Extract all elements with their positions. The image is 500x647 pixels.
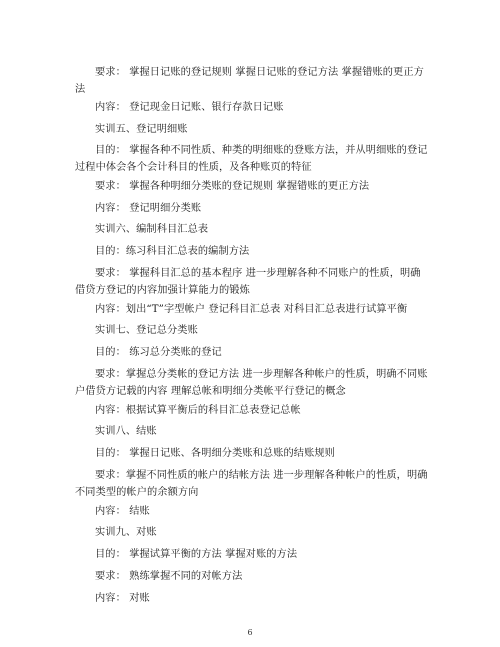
section-heading-6: 实训六、编制科目汇总表 <box>95 224 209 235</box>
paragraph-16: 要求： 熟练掌握不同的对帐方法 <box>95 571 243 582</box>
paragraph-2: 内容： 登记现金日记账、银行存款日记账 <box>95 102 284 113</box>
paragraph-3: 目的： 掌握各种不同性质、种类的明细账的登账方法，并从明细账的登记过程中体会各个会计科目的性质，及各种账页的特征 <box>75 145 428 173</box>
paragraph-13: 要求：掌握不同性质的帐户的结帐方法 进一步理解各种帐户的性质，明确不同类型的帐户的余额方向 <box>75 470 428 498</box>
paragraph-9: 目的： 练习总分类账的登记 <box>95 347 222 358</box>
paragraph-14: 内容： 结账 <box>95 506 150 517</box>
paragraph-4: 要求： 掌握各种明细分类账的登记规则 掌握错账的更正方法 <box>95 181 370 192</box>
paragraph-1: 要求： 掌握日记账的登记规则 掌握日记账的登记方法 掌握错账的更正方法 <box>75 67 424 95</box>
paragraph-6: 目的：练习科目汇总表的编制方法 <box>95 246 250 257</box>
paragraph-11: 内容：根据试算平衡后的科目汇总表登记总帐 <box>95 405 301 416</box>
section-heading-9: 实训九、对账 <box>95 527 157 538</box>
paragraph-8: 内容：划出“T”字型帐户 登记科目汇总表 对科目汇总表进行试算平衡 <box>95 304 408 315</box>
paragraph-15: 目的： 掌握试算平衡的方法 掌握对账的方法 <box>95 549 298 560</box>
section-heading-5: 实训五、登记明细账 <box>95 124 188 135</box>
paragraph-12: 目的： 掌握日记账、各明细分类账和总账的结账规则 <box>95 448 335 459</box>
section-heading-8: 实训八、结账 <box>95 426 157 437</box>
section-heading-7: 实训七、登记总分类账 <box>95 325 198 336</box>
paragraph-5: 内容： 登记明细分类账 <box>95 203 202 214</box>
paragraph-7: 要求： 掌握科目汇总的基本程序 进一步理解各种不同账户的性质，明确借贷方登记的内容加强计算能力的锻炼 <box>75 268 421 296</box>
page-number: 6 <box>247 628 253 637</box>
paragraph-10: 要求：掌握总分类帐的登记方法 进一步理解各种帐户的性质，明确不同账户借贷方记载的内容 理解总帐和明细分类帐平行登记的概念 <box>75 369 428 397</box>
paragraph-17: 内容： 对账 <box>95 593 150 604</box>
